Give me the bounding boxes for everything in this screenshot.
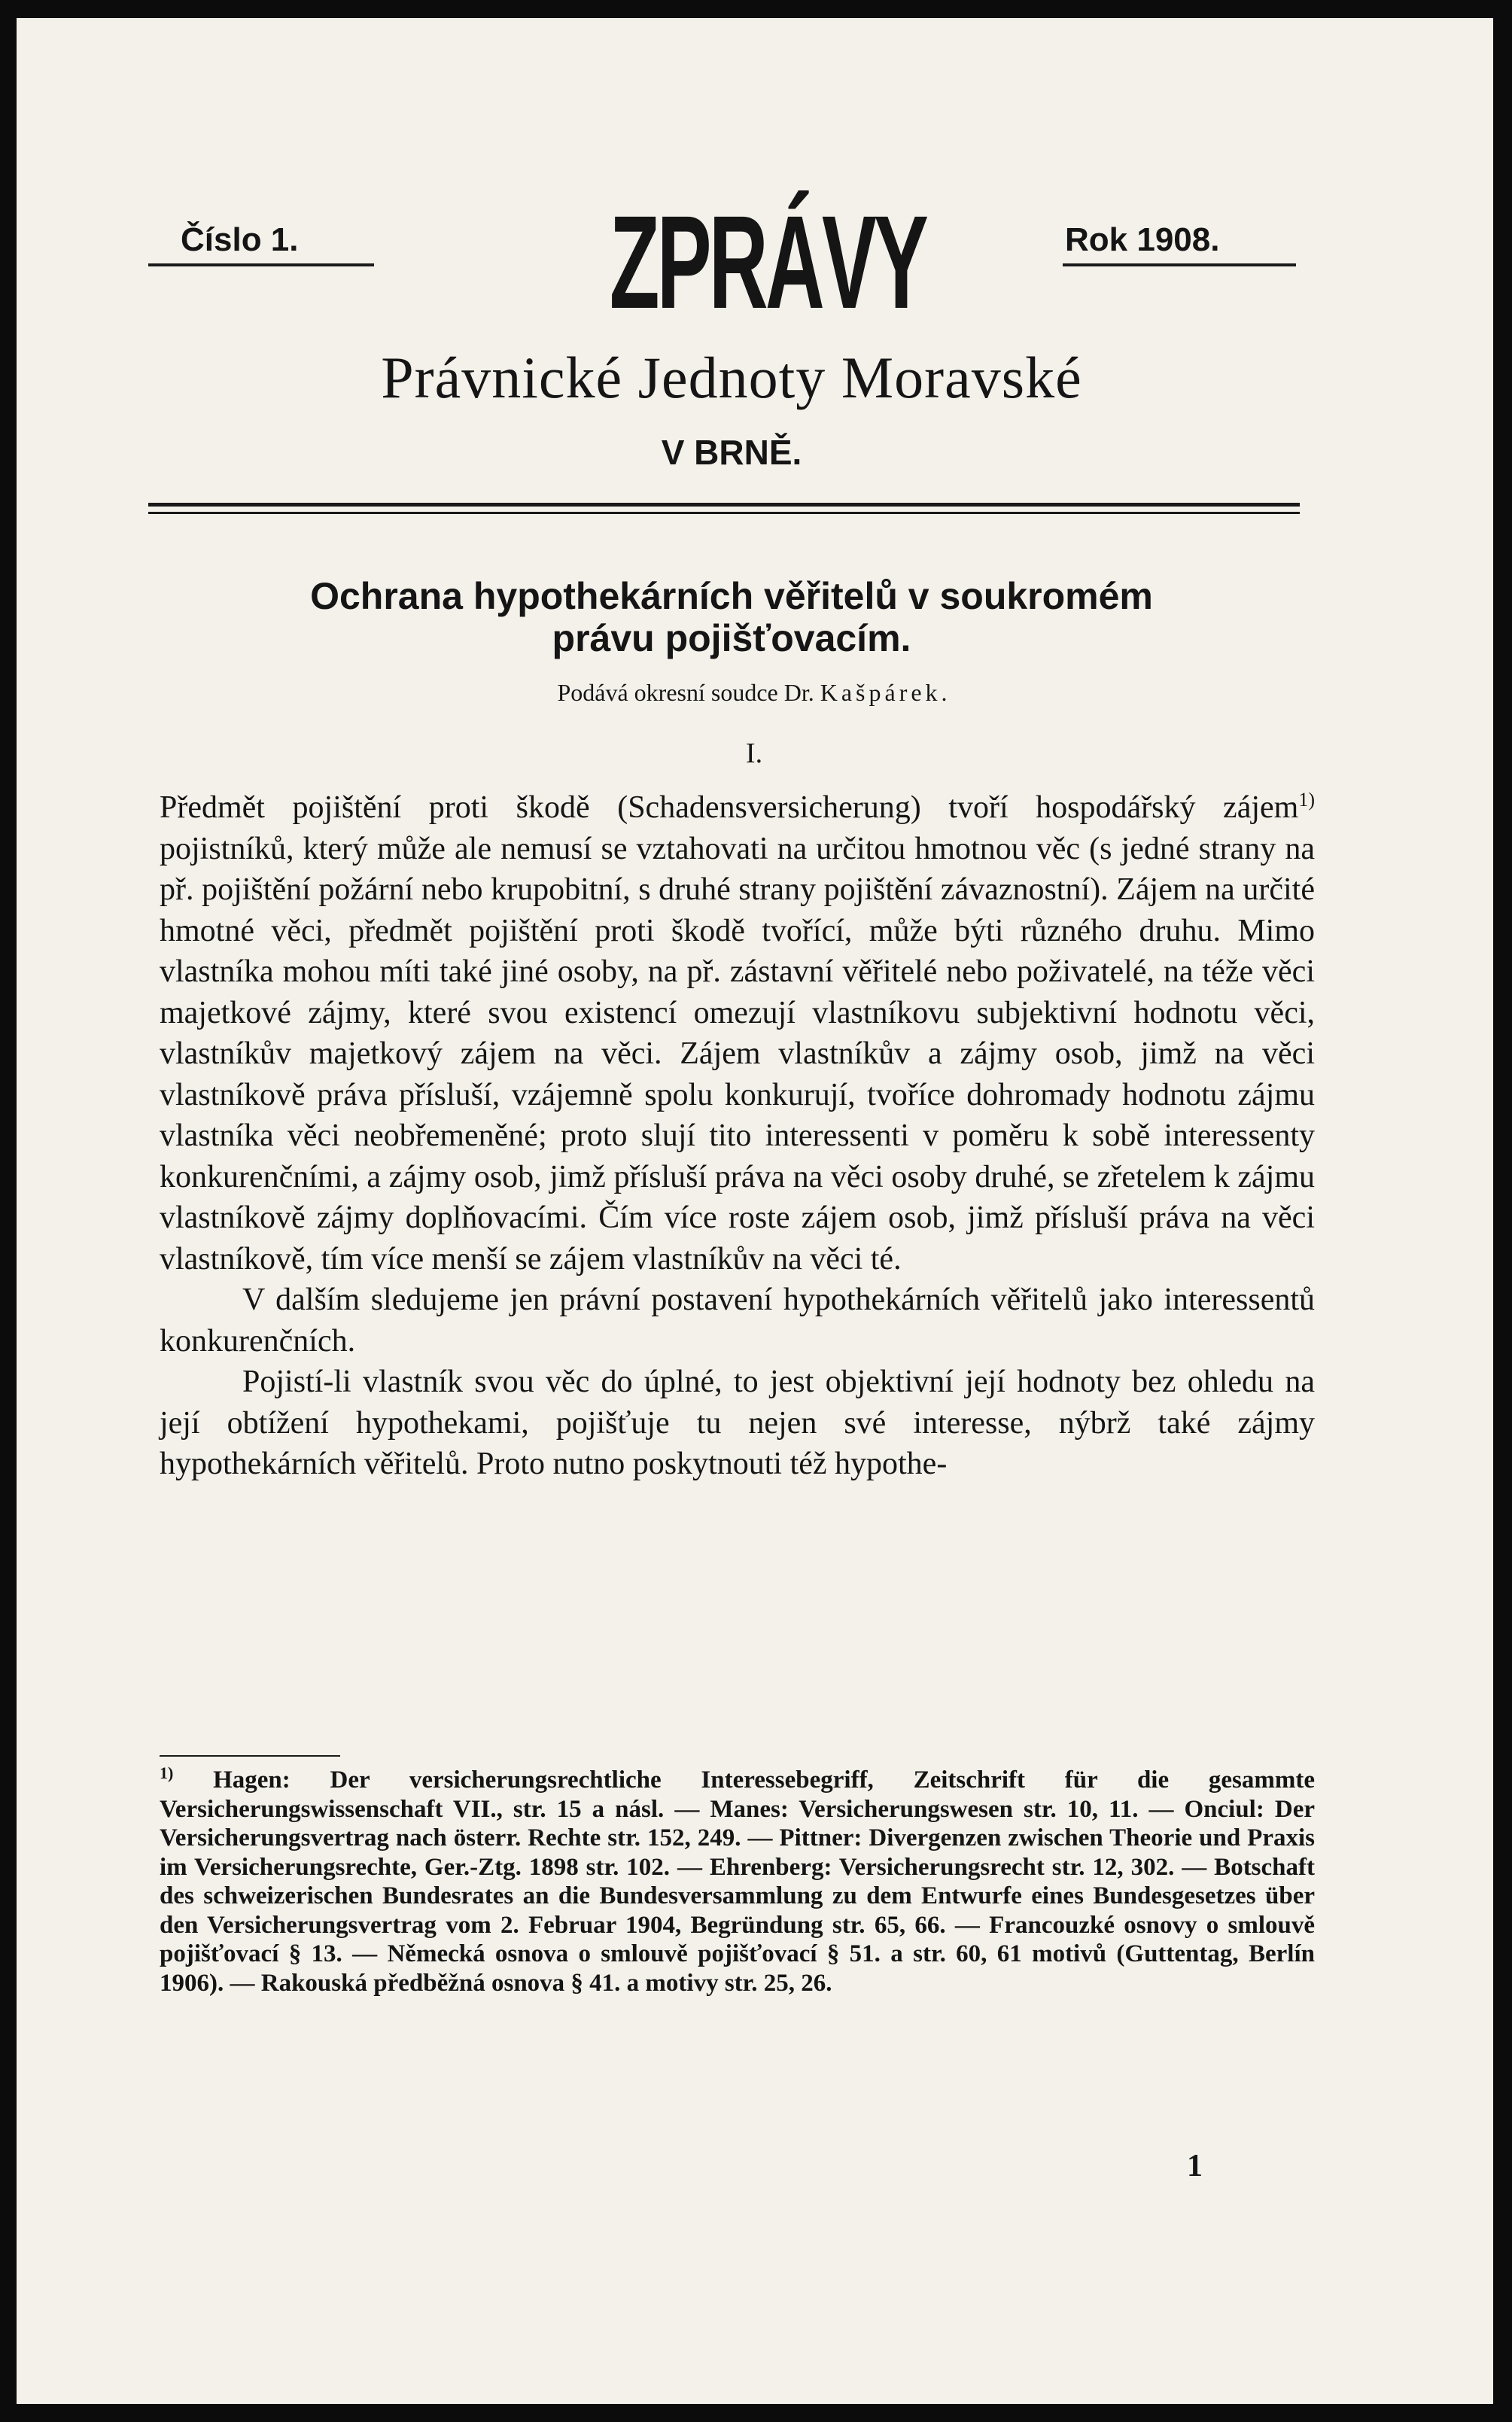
article-title-line-1: Ochrana hypothekárních věřitelů v soukromém (310, 575, 1153, 617)
paragraph-1 (160, 787, 1315, 1279)
issue-underline (148, 263, 374, 266)
footnote-divider (160, 1755, 340, 1757)
article-title-line-2: právu pojišťovacím. (552, 617, 911, 659)
author-name: Kašpárek. (820, 679, 951, 706)
header-divider-bottom (148, 512, 1300, 514)
masthead-subtitle: Právnické Jednoty Moravské (381, 345, 1082, 410)
masthead-city: V BRNĚ. (661, 433, 802, 472)
paragraph-2: V dalším sledujeme jen právní postavení hypothekárních věřitelů jako interessentů konkurenčních. (160, 1283, 1315, 1359)
page (17, 18, 1493, 2404)
page-number: 1 (1187, 2149, 1203, 2183)
publication-year: Rok 1908. (1065, 221, 1220, 258)
article-byline (167, 677, 1341, 707)
footnote (160, 1763, 1315, 1998)
article-body (160, 787, 1315, 1485)
year-underline (1063, 263, 1296, 266)
footnote-mark: 1) (160, 1763, 174, 1782)
footnote-reference: 1) (1298, 789, 1315, 811)
issue-number: Číslo 1. (181, 221, 299, 258)
paragraph-1-rest: pojistníků, který může ale nemusí se vztahovati na určitou hmotnou věc (s jedné strany na př. pojištění požární nebo krupobitní, s druhé strany pojištění závaznostní). Zájem na určité hmotné věci, předmět pojištění proti škodě tvořící, může býti různého druhu. Mimo vlastníka mohou míti také jiné osoby, na př. zástavní věřitelé nebo poživatelé, na téže věci majetkové zájmy, které svou existencí omezují vlastníkovu subjektivní hodnotu věci, vlastníkův majetkový zájem na věci. Zájem vlastníkův a zájmy osob, jimž na věci vlastníkově práva přísluší, vzájemně spolu konkurují, tvoříce dohromady hodnotu zájmu vlastníka věci neobřemeněné; proto slují tito interessenti v poměru k sobě interessenty konkurenčními, a zájmy osob, jimž přísluší práva na věci osoby druhé, se zřetelem k zájmu vlastníkově zájmy doplňovacími. Čím více roste zájem osob, jimž přísluší práva na věci vlastníkově, tím více menší se zájem vlastníkův na věci té. (160, 831, 1315, 1276)
section-number: I. (745, 738, 763, 769)
masthead-title: ZPRÁVY (609, 189, 926, 336)
byline-prefix: Podává okresní soudce Dr. (557, 679, 814, 706)
article-title (145, 575, 1319, 659)
paragraph-1-lead: Předmět pojištění proti škodě (Schadensversicherung) tvoří hospodářský zájem (160, 790, 1299, 825)
header-divider-top (148, 503, 1300, 507)
paragraph-3: Pojistí-li vlastník svou věc do úplné, to jest objektivní její hodnoty bez ohledu na její obtížení hypothekami, pojišťuje tu nejen své interesse, nýbrž také zájmy hypothekárních věřitelů. Proto nutno poskytnouti též hypothe- (160, 1365, 1315, 1481)
footnote-text: Hagen: Der versicherungsrechtliche Interessebegriff, Zeitschrift für die gesammte Versicherungswissenschaft VII., str. 15 a násl. — Manes: Versicherungswesen str. 10, 11. — Onciul: Der Versicherungsvertrag nach österr. Rechte str. 152, 249. — Pittner: Divergenzen zwischen Theorie und Praxis im Versicherungsrechte, Ger.-Ztg. 1898 str. 102. — Ehrenberg: Versicherungsrecht str. 12, 302. — Botschaft des schweizerischen Bundesrates an die Bundesversammlung zu dem Entwurfe eines Bundesgesetzes über den Versicherungsvertrag vom 2. Februar 1904, Begründung str. 65, 66. — Francouzké osnovy o smlouvě pojišťovací § 13. — Německá osnova o smlouvě pojišťovací § 51. a str. 60, 61 motivů (Guttentag, Berlín 1906). — Rakouská předběžná osnova § 41. a motivy str. 25, 26. (160, 1766, 1315, 1997)
